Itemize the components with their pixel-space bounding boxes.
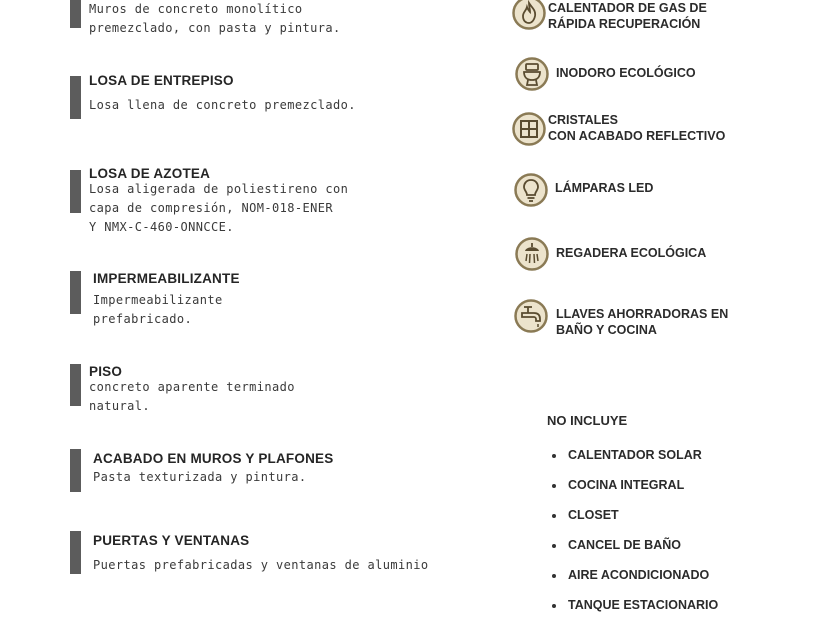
lightbulb-icon: [514, 173, 548, 207]
spec-desc-line: Losa llena de concreto premezclado.: [89, 98, 356, 112]
feature-label: INODORO ECOLÓGICO: [556, 66, 696, 80]
feature-label: LLAVES AHORRADORAS EN: [556, 307, 729, 321]
flame-icon: [512, 0, 546, 30]
bullet-icon: [552, 544, 556, 548]
list-item-label: COCINA INTEGRAL: [568, 478, 685, 492]
spec-title: LOSA DE AZOTEA: [89, 166, 211, 181]
spec-desc-line: Puertas prefabricadas y ventanas de aluminio: [93, 558, 429, 572]
spec-desc-line: Pasta texturizada y pintura.: [93, 470, 307, 484]
feature-label: CON ACABADO REFLECTIVO: [548, 129, 726, 143]
window-icon: [512, 112, 546, 146]
spec-title: LOSA DE ENTREPISO: [89, 73, 234, 88]
section-marker: [70, 531, 81, 574]
not-included-title: NO INCLUYE: [547, 413, 628, 428]
spec-desc-line: Muros de concreto monolítico: [89, 2, 303, 16]
spec-desc-line: premezclado, con pasta y pintura.: [89, 21, 341, 35]
section-marker: [70, 0, 81, 28]
list-item-label: TANQUE ESTACIONARIO: [568, 598, 719, 612]
bullet-icon: [552, 484, 556, 488]
section-marker: [70, 271, 81, 314]
spec-title: ACABADO EN MUROS Y PLAFONES: [93, 451, 334, 466]
bullet-icon: [552, 454, 556, 458]
shower-icon: [515, 237, 549, 271]
spec-title: PUERTAS Y VENTANAS: [93, 533, 250, 548]
section-marker: [70, 170, 81, 213]
spec-desc-line: Impermeabilizante: [93, 293, 223, 307]
spec-desc-line: concreto aparente terminado: [89, 380, 295, 394]
bullet-icon: [552, 514, 556, 518]
feature-label: REGADERA ECOLÓGICA: [556, 246, 707, 260]
section-marker: [70, 364, 81, 406]
feature-label: CALENTADOR DE GAS DE: [548, 1, 707, 15]
bullet-icon: [552, 574, 556, 578]
spec-title: PISO: [89, 364, 123, 379]
section-marker: [70, 76, 81, 119]
list-item-label: AIRE ACONDICIONADO: [568, 568, 710, 582]
feature-label: BAÑO Y COCINA: [556, 323, 657, 337]
spec-desc-line: Y NMX-C-460-ONNCCE.: [89, 220, 234, 234]
section-marker: [70, 449, 81, 492]
feature-label: RÁPIDA RECUPERACIÓN: [548, 17, 701, 31]
spec-desc-line: Losa aligerada de poliestireno con: [89, 182, 349, 196]
list-item-label: CLOSET: [568, 508, 619, 522]
spec-title: IMPERMEABILIZANTE: [93, 271, 240, 286]
bullet-icon: [552, 604, 556, 608]
spec-desc-line: capa de compresión, NOM-018-ENER: [89, 201, 333, 215]
toilet-icon: [515, 57, 549, 91]
faucet-icon: [514, 299, 548, 333]
spec-desc-line: prefabricado.: [93, 312, 193, 326]
feature-label: CRISTALES: [548, 113, 618, 127]
feature-label: LÁMPARAS LED: [555, 181, 654, 195]
list-item-label: CANCEL DE BAÑO: [568, 538, 681, 552]
list-item-label: CALENTADOR SOLAR: [568, 448, 702, 462]
spec-desc-line: natural.: [89, 399, 150, 413]
